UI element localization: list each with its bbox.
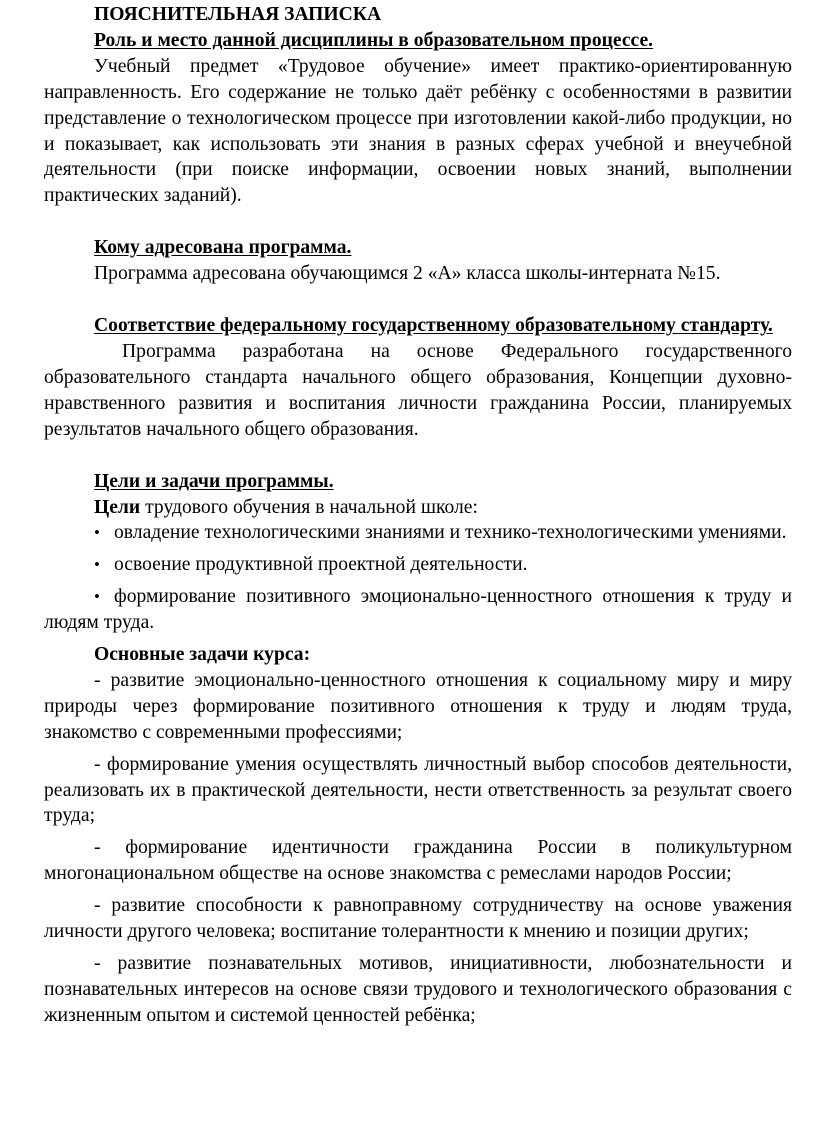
goal-bullet-item <box>44 520 792 546</box>
goal-bullet-text: освоение продуктивной проектной деятельности. <box>114 554 528 576</box>
spacer <box>44 209 792 235</box>
spacer <box>44 443 792 469</box>
goal-bullet-item <box>44 584 792 636</box>
paragraph-standard: Программа разработана на основе Федерального государственного образовательного стандарта начального общего образования, Концепции духовно-нравственного развития и воспитания личности гражданина России, планируемых результатов начального общего образования. <box>44 340 792 440</box>
task-item: - развитие эмоционально-ценностного отношения к социальному миру и миру природы через формирование позитивного отношения к труду и людям труда, знакомство с современными профессиями; <box>44 669 792 743</box>
document-title: ПОЯСНИТЕЛЬНАЯ ЗАПИСКА <box>94 4 382 25</box>
goals-intro: трудового обучения в начальной школе: <box>140 496 478 518</box>
bullet-icon <box>94 520 114 546</box>
spacer <box>44 287 792 313</box>
section-heading-role: Роль и место данной дисциплины в образовательном процессе. <box>94 29 654 51</box>
goal-bullet-item <box>44 552 792 578</box>
paragraph-role: Учебный предмет «Трудовое обучение» имеет практико-ориентированную направленность. Его содержание не только даёт ребёнку с особенностями в развитии представление о технологическом процессе при изготовлении какой-либо продукции, но и показывает, как использовать эти знания в разных сферах учебной и внеучебной деятельности (при поиске информации, освоении новых знаний, выполнении практических заданий). <box>44 55 792 207</box>
task-item: - формирование умения осуществлять личностный выбор способов деятельности, реализовать их в практической деятельности, нести ответственность за результат своего труда; <box>44 753 792 827</box>
paragraph-audience: Программа адресована обучающимся 2 «А» класса школы-интерната №15. <box>94 263 721 285</box>
section-heading-goals: Цели и задачи программы. <box>94 470 334 492</box>
bullet-icon <box>94 552 114 578</box>
goals-label: Цели <box>94 496 141 518</box>
task-item: - формирование идентичности гражданина России в поликультурном многонациональном обществе на основе знакомства с ремеслами народов России; <box>44 837 792 885</box>
section-heading-standard: Соответствие федеральному государственному образовательному стандарту. <box>94 315 773 337</box>
goal-bullet-text: овладение технологическими знаниями и технико-технологическими умениями. <box>114 522 787 544</box>
tasks-label: Основные задачи курса: <box>94 644 311 666</box>
goals-intro-line <box>44 495 792 521</box>
section-heading-audience: Кому адресована программа. <box>94 237 352 259</box>
bullet-icon <box>94 584 114 610</box>
goal-bullet-text: формирование позитивного эмоционально-ценностного отношения к труду и людям труда. <box>44 586 792 634</box>
task-item: - развитие познавательных мотивов, инициативности, любознательности и познавательных интересов на основе связи трудового и технологического образования с жизненным опытом и системой ценностей ребёнка; <box>44 953 792 1026</box>
task-item: - развитие способности к равноправному сотрудничеству на основе уважения личности другого человека; воспитание толерантности к мнению и позиции других; <box>44 895 792 943</box>
